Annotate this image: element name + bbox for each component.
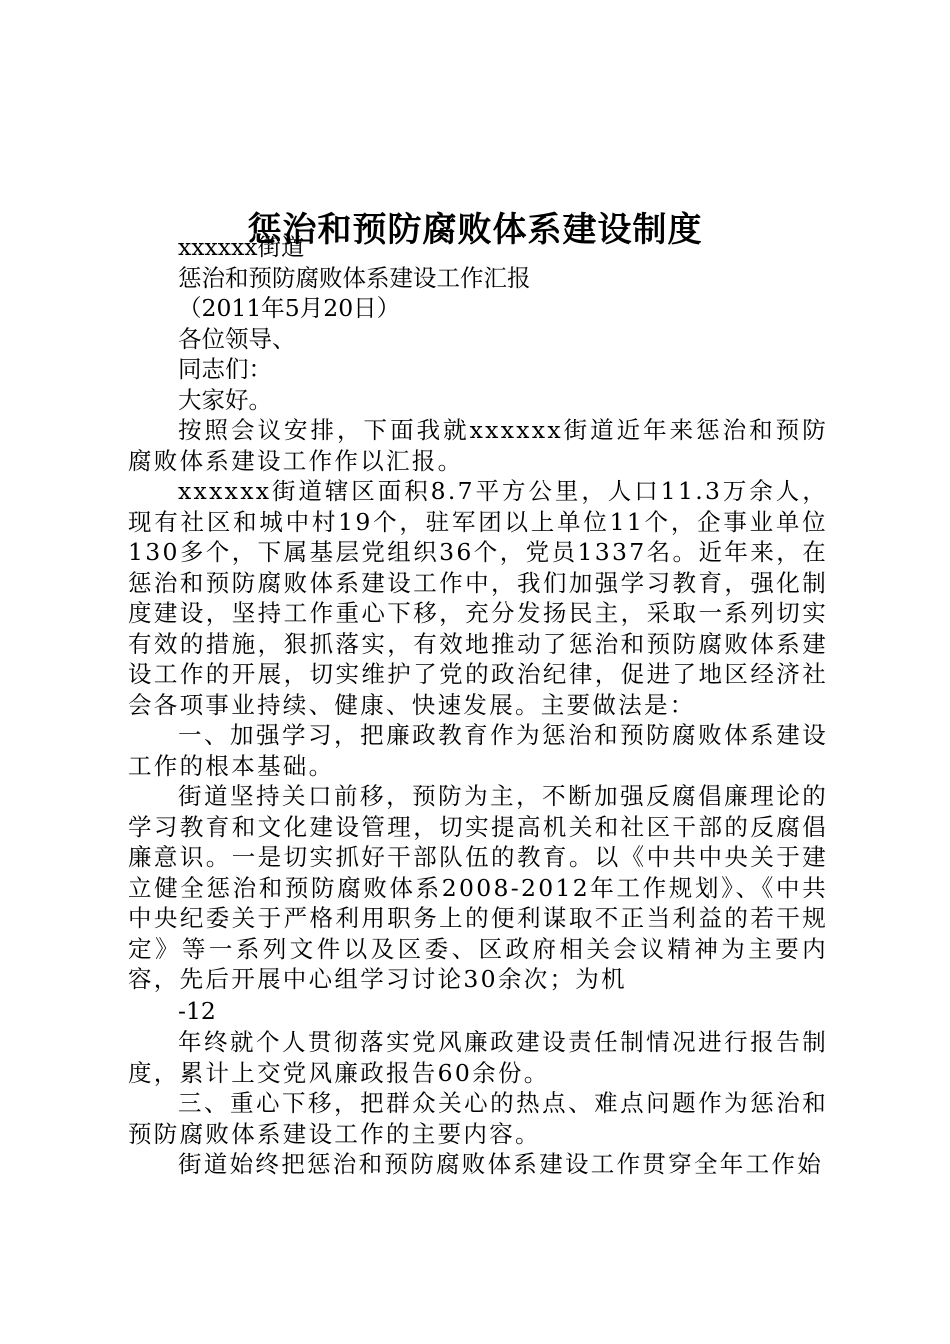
paragraph: xxxxxx街道辖区面积8.7平方公里，人口11.3万余人，现有社区和城中村19个，驻军团以上单位11个，企事业单位130多个，下属基层党组织36个，党员1337名。近年来，在惩治和预防腐败体系建设工作中，我们加强学习教育，强化制度建设，坚持工作重心下移，充分发扬民主，采取一系列切实有效的措施，狠抓落实，有效地推动了惩治和预防腐败体系建设工作的开展，切实维护了党的政治纪律，促进了地区经济社会各项事业持续、健康、快速发展。主要做法是： [128, 477, 828, 719]
greeting-line: 大家好。 [178, 385, 272, 414]
page-number: -12 [178, 996, 216, 1025]
section-heading: 三、重心下移，把群众关心的热点、难点问题作为惩治和预防腐败体系建设工作的主要内容。 [128, 1089, 828, 1148]
paragraph: 街道坚持关口前移，预防为主，不断加强反腐倡廉理论的学习教育和文化建设管理，切实提高机关和社区干部的反腐倡廉意识。一是切实抓好干部队伍的教育。以《中共中央关于建立健全惩治和预防腐败体系2008-2012年工作规划》、《中共中央纪委关于严格利用职务上的便利谋取不正当利益的若干规定》等一系列文件以及区委、区政府相关会议精神为主要内容，先后开展中心组学习讨论30余次；为机 [128, 782, 828, 993]
date-line: （2011年5月20日） [178, 294, 401, 322]
document-title: 惩治和预防腐败体系建设制度 [247, 209, 703, 250]
salutation-line: 各位领导、 [178, 324, 296, 353]
organization-line: xxxxxx街道 [178, 233, 305, 261]
report-title-line: 惩治和预防腐败体系建设工作汇报 [178, 263, 531, 292]
paragraph: 年终就个人贯彻落实党风廉政建设责任制情况进行报告制度，累计上交党风廉政报告60余份。 [128, 1028, 828, 1087]
section-heading: 一、加强学习，把廉政教育作为惩治和预防腐败体系建设工作的根本基础。 [128, 721, 828, 780]
salutation-line: 同志们： [178, 355, 272, 383]
document-body [128, 232, 828, 1180]
paragraph: 按照会议安排，下面我就xxxxxx街道近年来惩治和预防腐败体系建设工作作以汇报。 [128, 416, 828, 475]
paragraph: 街道始终把惩治和预防腐败体系建设工作贯穿全年工作始 [178, 1150, 823, 1178]
